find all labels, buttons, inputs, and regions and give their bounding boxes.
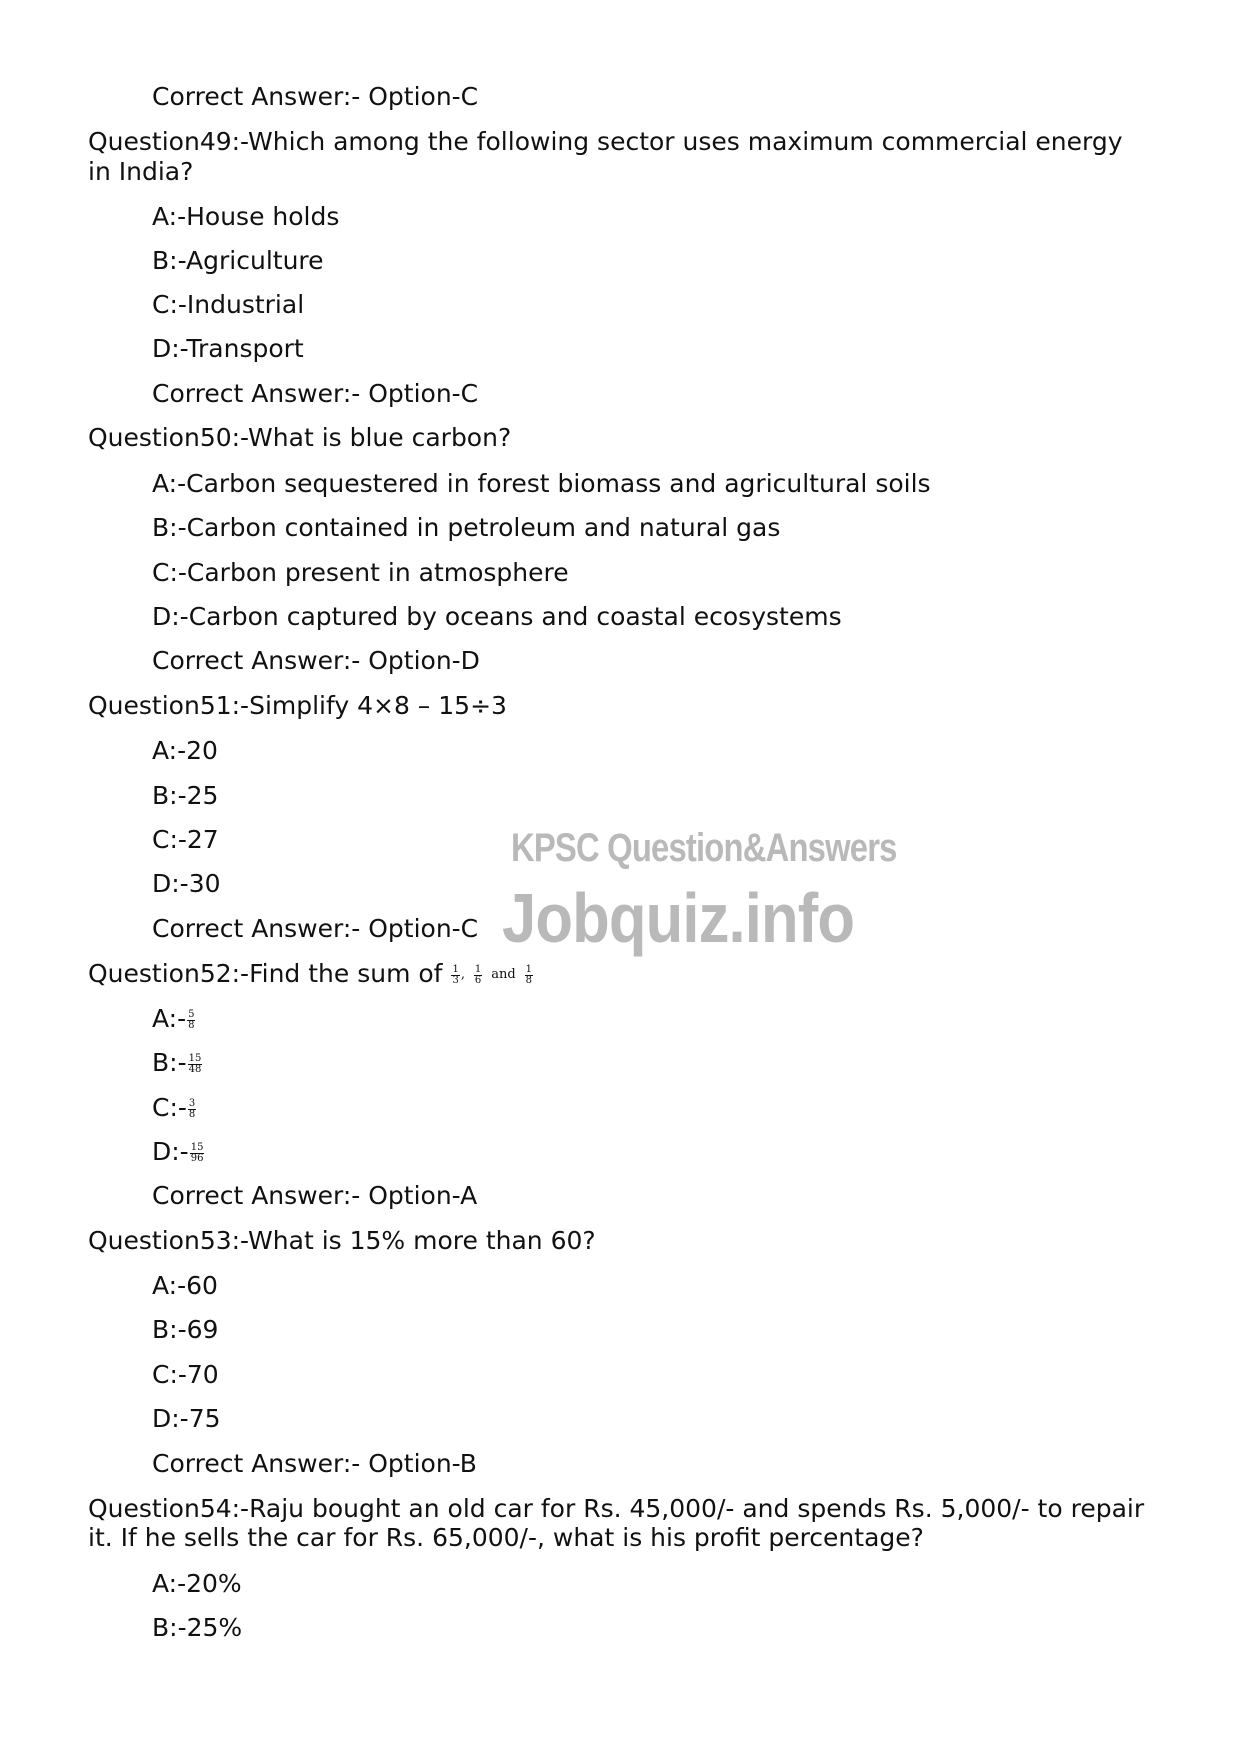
question-50-text: Question50:-What is blue carbon? <box>88 423 512 452</box>
question-49-text-cont: in India? <box>88 157 194 186</box>
correct-answer-49: Correct Answer:- Option-C <box>152 379 479 408</box>
option-49-d: D:-Transport <box>152 334 304 363</box>
watermark-line-2: Jobquiz.info <box>502 879 855 957</box>
correct-answer-51: Correct Answer:- Option-C <box>152 914 479 943</box>
option-51-d: D:-30 <box>152 869 221 898</box>
correct-answer-52: Correct Answer:- Option-A <box>152 1181 478 1210</box>
option-53-a: A:-60 <box>152 1271 218 1300</box>
fraction-separator: , <box>460 967 465 982</box>
correct-answer-53: Correct Answer:- Option-B <box>152 1449 477 1478</box>
option-52-c: C:- $\frac{3}{8}$ <box>152 1093 196 1122</box>
fraction-option-a: $\frac{5}{8}$ <box>188 1008 195 1031</box>
question-54-text-cont: it. If he sells the car for Rs. 65,000/-, what is his profit percentage? <box>88 1523 924 1552</box>
question-49-text: Question49:-Which among the following sector uses maximum commercial energy <box>88 127 1123 156</box>
option-51-a: A:-20 <box>152 736 218 765</box>
option-49-c: C:-Industrial <box>152 290 305 319</box>
option-49-a: A:-House holds <box>152 202 340 231</box>
option-52-d: D:- $\frac{15}{96}$ <box>152 1137 204 1166</box>
option-53-d: D:-75 <box>152 1404 221 1433</box>
option-52-a: A:- $\frac{5}{8}$ <box>152 1004 195 1033</box>
fraction-option-b: $\frac{15}{48}$ <box>188 1052 202 1075</box>
option-53-c: C:-70 <box>152 1360 219 1389</box>
question-52-text <box>88 959 534 990</box>
watermark-line-1: KPSC Question&Answers <box>511 826 897 870</box>
question-52-lead: Question52:-Find the sum of <box>88 959 443 988</box>
option-50-b: B:-Carbon contained in petroleum and natural gas <box>152 513 781 542</box>
option-54-b: B:-25% <box>152 1613 243 1642</box>
correct-answer-50: Correct Answer:- Option-D <box>152 646 480 675</box>
option-54-a: A:-20% <box>152 1569 242 1598</box>
question-54-text: Question54:-Raju bought an old car for Rs. 45,000/- and spends Rs. 5,000/- to repair <box>88 1494 1145 1523</box>
option-52-b: B:- $\frac{15}{48}$ <box>152 1048 202 1077</box>
option-49-b: B:-Agriculture <box>152 246 324 275</box>
fraction-one-sixth: $\frac{1}{6}$ <box>474 963 482 986</box>
fraction-one-eighth: $\frac{1}{8}$ <box>525 963 533 986</box>
conjunction-and: and <box>491 967 516 982</box>
option-53-b: B:-69 <box>152 1315 219 1344</box>
option-51-c: C:-27 <box>152 825 219 854</box>
option-50-c: C:-Carbon present in atmosphere <box>152 558 569 587</box>
question-51-text: Question51:-Simplify 4×8 – 15÷3 <box>88 691 507 720</box>
option-51-b: B:-25 <box>152 781 219 810</box>
fraction-one-third: $\frac{1}{3}$ <box>452 963 459 986</box>
fraction-option-c: $\frac{3}{8}$ <box>188 1097 196 1120</box>
fraction-option-d: $\frac{15}{96}$ <box>190 1141 204 1164</box>
option-50-a: A:-Carbon sequestered in forest biomass and agricultural soils <box>152 469 931 498</box>
correct-answer-48: Correct Answer:- Option-C <box>152 82 479 111</box>
question-53-text: Question53:-What is 15% more than 60? <box>88 1226 596 1255</box>
option-50-d: D:-Carbon captured by oceans and coastal ecosystems <box>152 602 842 631</box>
